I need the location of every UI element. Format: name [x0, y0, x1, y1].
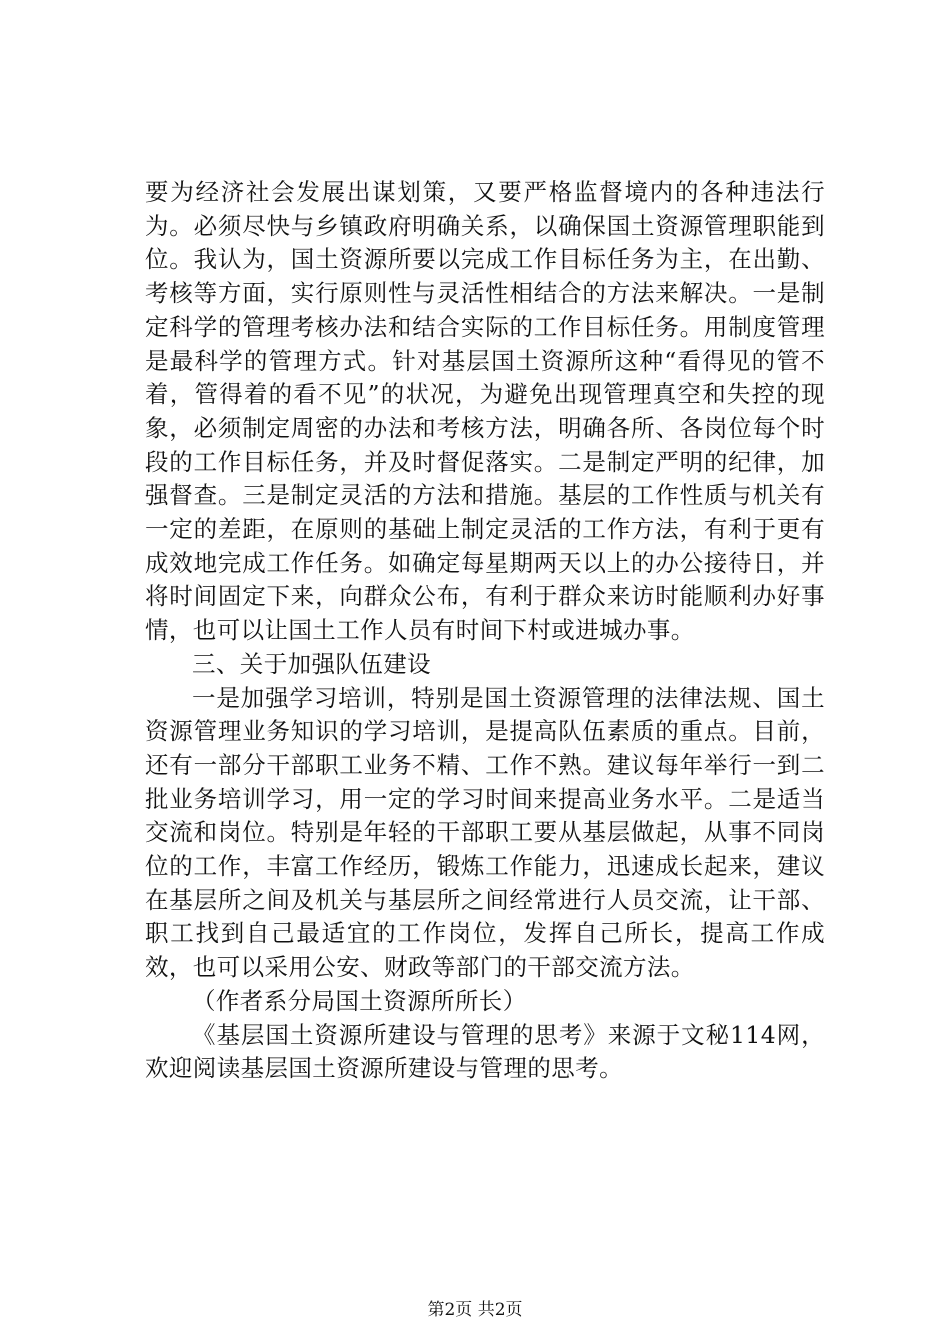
document-body — [145, 176, 825, 1086]
section-heading: 三、关于加强队伍建设 — [192, 649, 431, 678]
page-footer: 第2页 共2页 — [427, 1300, 523, 1320]
paragraph-team-building: 一是加强学习培训，特别是国土资源管理的法律法规、国土资源管理业务知识的学习培训，是提高队伍素质的重点。目前，还有一部分干部职工业务不精、工作不熟。建议每年举行一到二批业务培训学习，用一定的学习时间来提高业务水平。二是适当交流和岗位。特别是年轻的干部职工要从基层做起，从事不同岗位的工作，丰富工作经历，锻炼工作能力，迅速成长起来，建议在基层所之间及机关与基层所之间经常进行人员交流，让干部、职工找到自己最适宜的工作岗位，发挥自己所长，提高工作成效，也可以采用公安、财政等部门的干部交流方法。 — [145, 683, 825, 982]
paragraph-continuation: 要为经济社会发展出谋划策，又要严格监督境内的各种违法行为。必须尽快与乡镇政府明确关系，以确保国土资源管理职能到位。我认为，国土资源所要以完成工作目标任务为主，在出勤、考核等方面，实行原则性与灵活性相结合的方法来解决。一是制定科学的管理考核办法和结合实际的工作目标任务。用制度管理是最科学的管理方式。针对基层国土资源所这种“看得见的管不着，管得着的看不见”的状况，为避免出现管理真空和失控的现象，必须制定周密的办法和考核方法，明确各所、各岗位每个时段的工作目标任务，并及时督促落实。二是制定严明的纪律，加强督查。三是制定灵活的方法和措施。基层的工作性质与机关有一定的差距，在原则的基础上制定灵活的工作方法，有利于更有成效地完成工作任务。如确定每星期两天以上的办公接待日，并将时间固定下来，向群众公布，有利于群众来访时能顺利办好事情，也可以让国土工作人员有时间下村或进城办事。 — [145, 178, 825, 645]
source-note: 《基层国土资源所建设与管理的思考》来源于文秘114网，欢迎阅读基层国土资源所建设与管理的思考。 — [145, 1020, 825, 1083]
author-note: （作者系分局国土资源所所长） — [192, 986, 527, 1015]
